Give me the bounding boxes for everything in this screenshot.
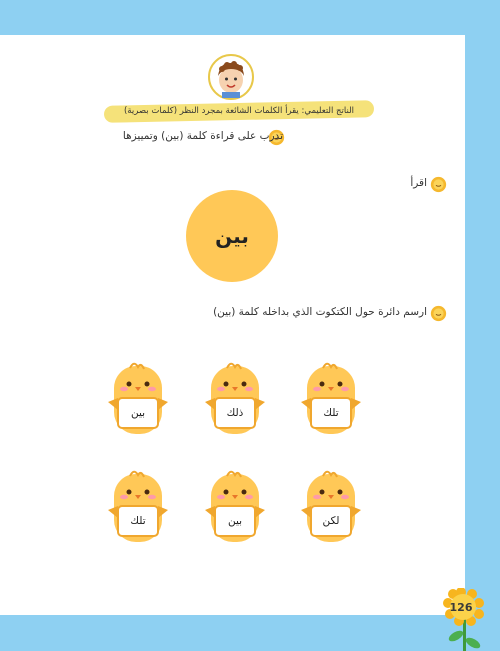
practice-title: تدرب على قراءة كلمة (بين) وتمييزها — [122, 130, 283, 142]
sun-bullet-icon — [430, 176, 447, 193]
chick-card[interactable] — [201, 362, 269, 438]
chick-card[interactable] — [297, 362, 365, 438]
read-word: بين — [215, 224, 249, 248]
chick-card[interactable] — [201, 470, 269, 546]
chick-word: تلك — [130, 515, 146, 527]
sun-bullet-icon — [430, 305, 447, 322]
page-number: 126 — [449, 601, 473, 614]
chick-card[interactable] — [104, 470, 172, 546]
read-instruction: اقرأ — [410, 177, 427, 189]
bottom-band — [0, 615, 500, 651]
chick-word: بين — [227, 515, 243, 527]
chick-word: لكن — [322, 515, 340, 527]
learning-outcome-text: الناتج التعليمي: يقرأ الكلمات الشائعة بمجرد النظر (كلمات بصرية) — [123, 106, 355, 116]
chick-word: ذلك — [226, 407, 244, 419]
chick-card[interactable] — [104, 362, 172, 438]
chick-word: تلك — [323, 407, 339, 419]
circle-instruction: ارسم دائرة حول الكتكوت الذي بداخله كلمة (بين) — [213, 306, 427, 318]
chick-word: بين — [130, 407, 146, 419]
word-circle — [186, 190, 278, 282]
child-avatar-icon — [208, 54, 254, 100]
chick-card[interactable] — [297, 470, 365, 546]
